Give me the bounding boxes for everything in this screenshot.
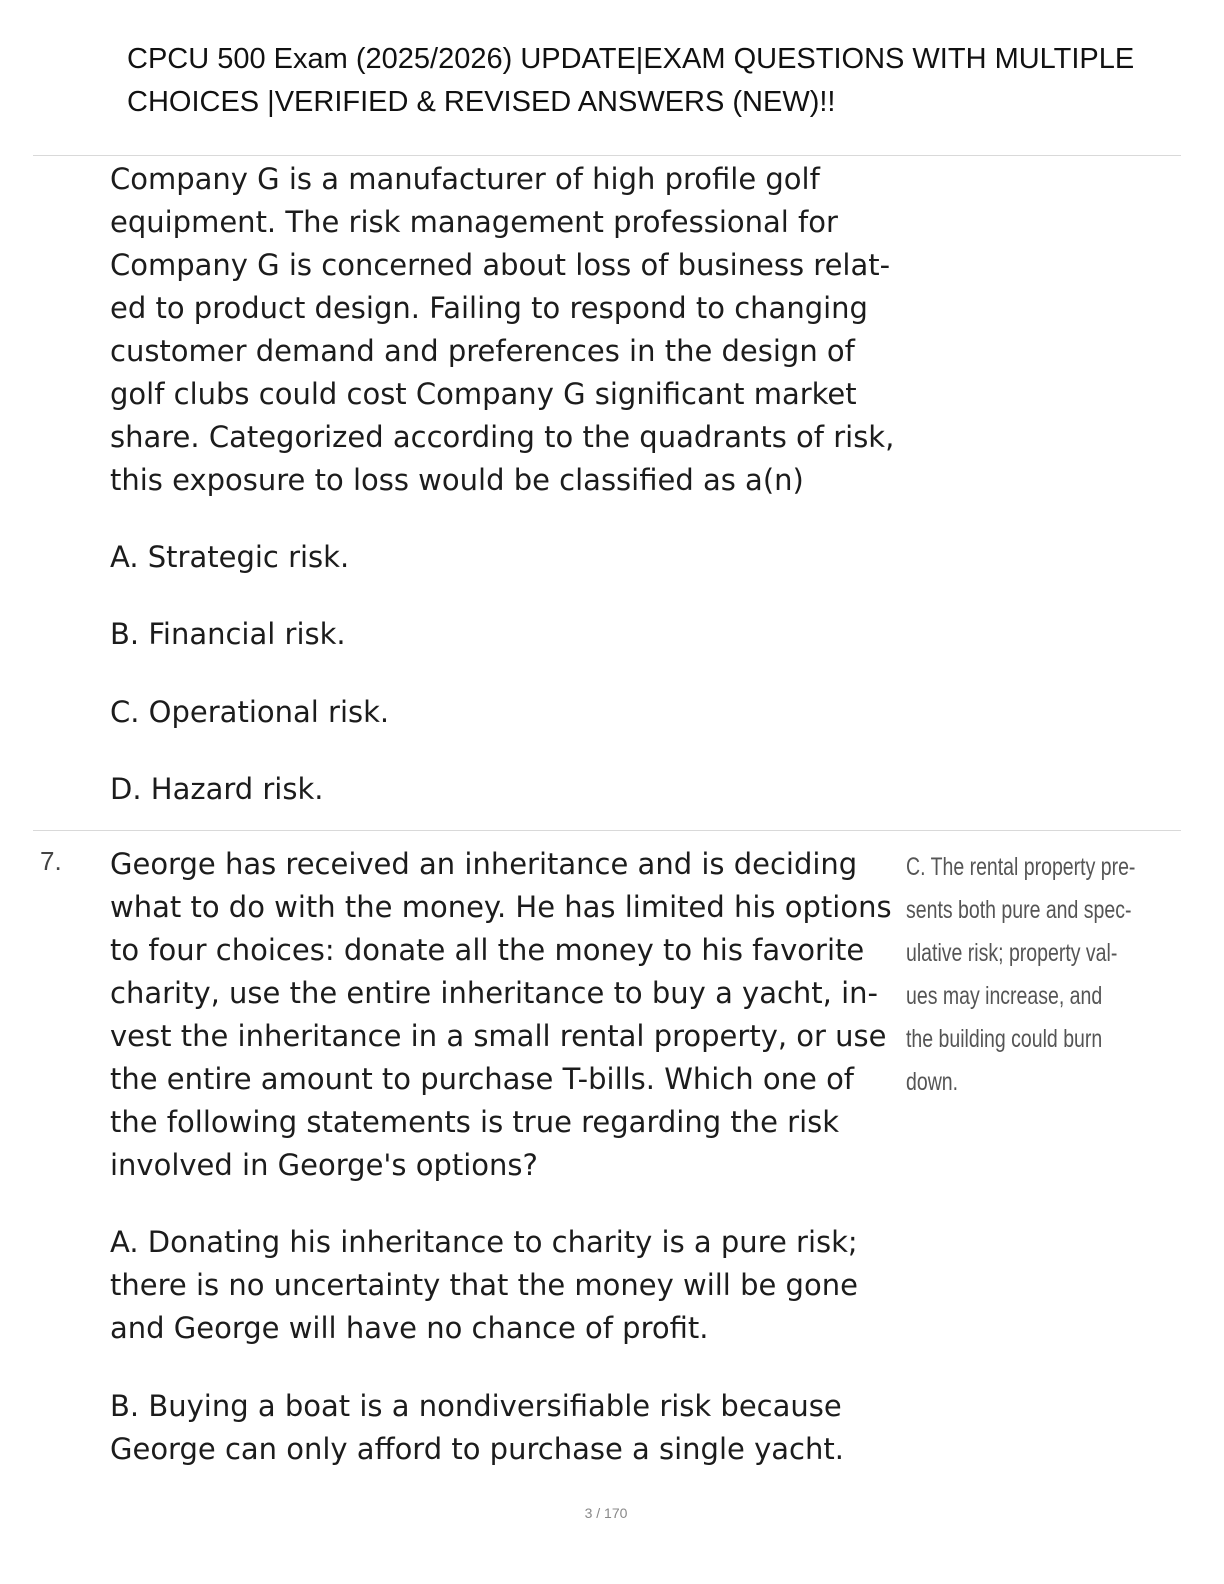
question-number: 7. (40, 846, 62, 876)
question-line: charity, use the entire inheritance to buy a yacht, in- (110, 976, 879, 1010)
question-line: Company G is concerned about loss of business relat- (110, 248, 891, 282)
question-line: vest the inheritance in a small rental property, or use (110, 1019, 887, 1053)
question-line: the following statements is true regarding the risk (110, 1105, 840, 1139)
answer-line: C. The rental property pre- (906, 853, 1136, 881)
answer-line: ues may increase, and (906, 982, 1103, 1010)
question-7-text (110, 843, 892, 1187)
option-label: C. Operational risk. (110, 695, 390, 729)
question-6-option-c (110, 691, 389, 734)
answer-explanation (906, 846, 1135, 1104)
page-indicator: 3 / 170 (584, 1505, 628, 1521)
question-line: to four choices: donate all the money to his favorite (110, 933, 865, 967)
divider (33, 830, 1181, 831)
title-line-2: CHOICES |VERIFIED & REVISED ANSWERS (NEW)!! (127, 86, 836, 118)
answer-line: sents both pure and spec- (906, 896, 1132, 924)
question-6-option-a (110, 536, 349, 579)
question-6-option-d (110, 768, 323, 811)
option-line: there is no uncertainty that the money will be gone (110, 1268, 858, 1302)
option-line: A. Donating his inheritance to charity is a pure risk; (110, 1225, 858, 1259)
question-line: equipment. The risk management professional for (110, 205, 838, 239)
question-line: golf clubs could cost Company G significant market (110, 377, 857, 411)
option-label: A. Strategic risk. (110, 540, 350, 574)
question-line: ed to product design. Failing to respond to changing (110, 291, 868, 325)
document-title (127, 38, 1217, 124)
question-6-text (110, 158, 894, 502)
question-line: George has received an inheritance and is deciding (110, 847, 858, 881)
question-line: involved in George's options? (110, 1148, 538, 1182)
question-7-option-b (110, 1385, 844, 1471)
question-line: this exposure to loss would be classified as a(n) (110, 463, 804, 497)
question-line: what to do with the money. He has limited his options (110, 890, 892, 924)
question-7-option-a (110, 1221, 858, 1350)
answer-line: down. (906, 1068, 959, 1096)
option-label: D. Hazard risk. (110, 772, 324, 806)
option-line: B. Buying a boat is a nondiversifiable risk because (110, 1389, 842, 1423)
question-line: customer demand and preferences in the design of (110, 334, 855, 368)
question-6-option-b (110, 613, 346, 656)
question-line: the entire amount to purchase T-bills. Which one of (110, 1062, 855, 1096)
option-line: and George will have no chance of profit. (110, 1311, 709, 1345)
divider (33, 155, 1181, 156)
title-line-1: CPCU 500 Exam (2025/2026) UPDATE|EXAM QUESTIONS WITH MULTIPLE (127, 43, 1135, 75)
answer-line: ulative risk; property val- (906, 939, 1118, 967)
option-label: B. Financial risk. (110, 617, 346, 651)
question-line: Company G is a manufacturer of high profile golf (110, 162, 820, 196)
option-line: George can only afford to purchase a single yacht. (110, 1432, 844, 1466)
question-line: share. Categorized according to the quadrants of risk, (110, 420, 895, 454)
answer-line: the building could burn (906, 1025, 1103, 1053)
